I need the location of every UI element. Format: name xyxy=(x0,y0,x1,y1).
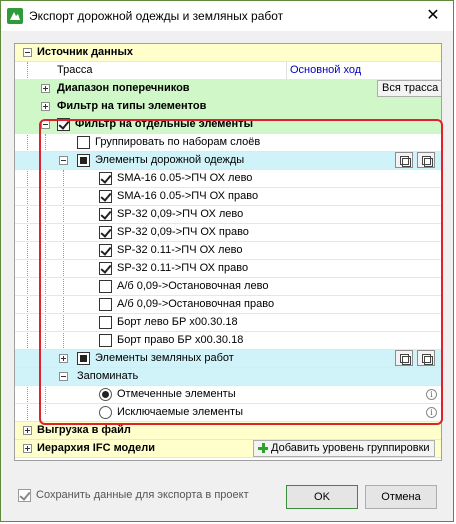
item-checkbox[interactable] xyxy=(99,280,112,293)
copy-icon[interactable] xyxy=(395,350,413,366)
item-checkbox[interactable] xyxy=(99,334,112,347)
whole-route-button[interactable]: Вся трасса xyxy=(377,80,442,97)
tree-node-group-by-layers[interactable] xyxy=(15,134,441,152)
expand-icon[interactable] xyxy=(41,84,50,93)
node-label: Группировать по наборам слоёв xyxy=(95,136,261,148)
node-label: Запоминать xyxy=(77,370,139,382)
item-checkbox[interactable] xyxy=(99,172,112,185)
tree-node-type-filter[interactable] xyxy=(15,98,441,116)
list-item[interactable]: SP-32 0,09->ПЧ ОХ право xyxy=(15,224,441,242)
node-label: Трасса xyxy=(57,64,93,76)
copy-icon[interactable] xyxy=(395,152,413,168)
pavement-checkbox[interactable] xyxy=(77,154,90,167)
expand-icon[interactable] xyxy=(23,426,32,435)
add-grouping-level-button[interactable]: Добавить уровень группировки xyxy=(253,440,435,457)
list-item[interactable]: SP-32 0,09->ПЧ ОХ лево xyxy=(15,206,441,224)
duplicate-icon[interactable] xyxy=(417,152,435,168)
expand-icon[interactable] xyxy=(41,102,50,111)
duplicate-icon[interactable] xyxy=(417,350,435,366)
list-item[interactable]: А/б 0,09->Остановочная право xyxy=(15,296,441,314)
title-bar xyxy=(1,1,453,31)
tree-node-trassa[interactable] xyxy=(15,62,441,80)
info-icon[interactable]: i xyxy=(426,407,437,418)
cancel-button[interactable]: Отмена xyxy=(365,485,437,509)
ok-button[interactable]: OK xyxy=(286,485,358,509)
list-item[interactable]: Борт лево БР х00.30.18 xyxy=(15,314,441,332)
collapse-icon[interactable] xyxy=(41,120,50,129)
list-item[interactable]: SMA-16 0.05->ПЧ ОХ право xyxy=(15,188,441,206)
list-item[interactable]: SP-32 0.11->ПЧ ОХ право xyxy=(15,260,441,278)
trassa-value-cell[interactable] xyxy=(286,62,441,79)
item-checkbox[interactable] xyxy=(99,190,112,203)
node-label: Источник данных xyxy=(37,46,133,58)
node-label: Диапазон поперечников xyxy=(57,82,190,94)
node-label: Элементы земляных работ xyxy=(95,352,234,364)
node-label: Элементы дорожной одежды xyxy=(95,154,245,166)
list-item[interactable]: Борт право БР х00.30.18 xyxy=(15,332,441,350)
item-checkbox[interactable] xyxy=(99,208,112,221)
element-filter-checkbox[interactable] xyxy=(57,118,70,131)
node-label: Иерархия IFC модели xyxy=(37,442,155,454)
save-data-label: Сохранить данные для экспорта в проект xyxy=(36,489,249,501)
item-checkbox[interactable] xyxy=(99,316,112,329)
expand-icon[interactable] xyxy=(23,444,32,453)
app-icon xyxy=(7,8,23,24)
item-checkbox[interactable] xyxy=(99,298,112,311)
add-icon xyxy=(258,443,268,453)
group-by-layers-checkbox[interactable] xyxy=(77,136,90,149)
marked-radio[interactable] xyxy=(99,388,112,401)
collapse-icon[interactable] xyxy=(59,372,68,381)
item-checkbox[interactable] xyxy=(99,262,112,275)
settings-tree xyxy=(14,43,442,461)
radio-marked[interactable]: Отмеченные элементы i xyxy=(15,386,441,404)
list-item[interactable]: SP-32 0.11->ПЧ ОХ лево xyxy=(15,242,441,260)
node-label: Фильтр на отдельные элементы xyxy=(75,118,253,130)
tree-node-export-file[interactable] xyxy=(15,422,441,440)
list-item[interactable]: SMA-16 0.05->ПЧ ОХ лево xyxy=(15,170,441,188)
radio-excluded[interactable]: Исключаемые элементы i xyxy=(15,404,441,422)
earthworks-checkbox[interactable] xyxy=(77,352,90,365)
item-checkbox[interactable] xyxy=(99,244,112,257)
window-title: Экспорт дорожной одежды и земляных работ xyxy=(29,9,284,23)
save-data-checkbox[interactable] xyxy=(18,489,31,502)
tree-node-ifc-hierarchy[interactable] xyxy=(15,440,441,458)
excluded-radio[interactable] xyxy=(99,406,112,419)
tree-node-range[interactable] xyxy=(15,80,441,98)
node-label: Фильтр на типы элементов xyxy=(57,100,207,112)
close-icon[interactable]: ✕ xyxy=(426,7,440,24)
tree-node-pavement[interactable] xyxy=(15,152,441,170)
collapse-icon[interactable] xyxy=(59,156,68,165)
tree-node-source[interactable] xyxy=(15,44,441,62)
tree-node-earthworks[interactable] xyxy=(15,350,441,368)
expand-icon[interactable] xyxy=(59,354,68,363)
trassa-value: Основной ход xyxy=(290,64,362,76)
tree-node-element-filter[interactable] xyxy=(15,116,441,134)
item-checkbox[interactable] xyxy=(99,226,112,239)
node-label: Выгрузка в файл xyxy=(37,424,131,436)
tree-node-remember[interactable] xyxy=(15,368,441,386)
info-icon[interactable]: i xyxy=(426,389,437,400)
list-item[interactable]: А/б 0,09->Остановочная лево xyxy=(15,278,441,296)
collapse-icon[interactable] xyxy=(23,48,32,57)
